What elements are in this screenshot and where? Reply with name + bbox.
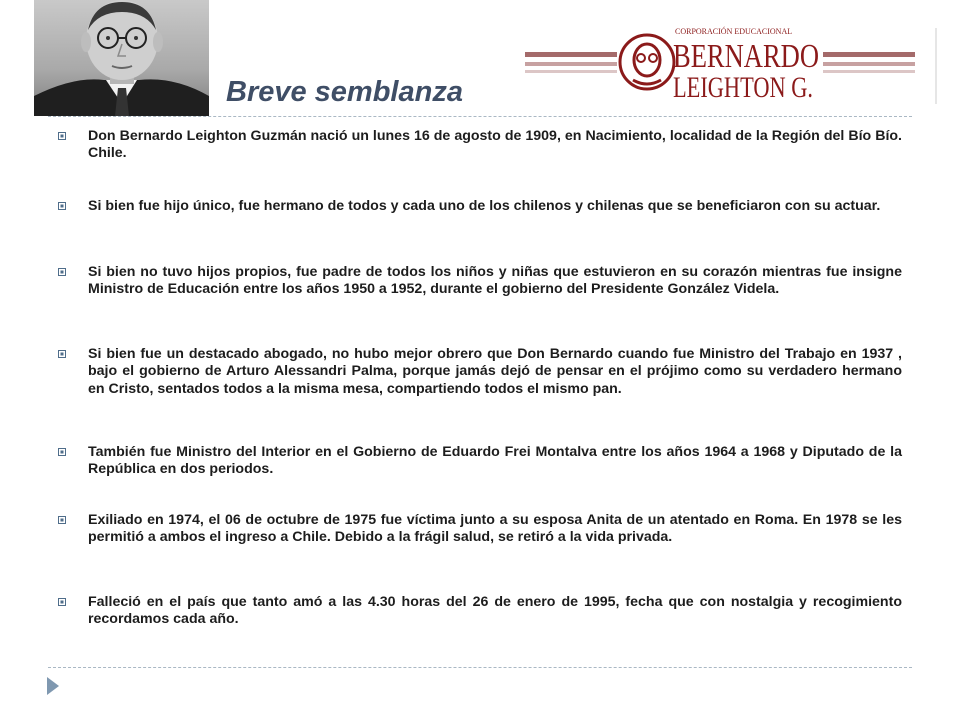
corporation-logo xyxy=(525,22,915,104)
bullet-text: Falleció en el país que tanto amó a las 4.30 horas del 26 de enero de 1995, fecha que con nostalgia y recogimiento recordamos cada año. xyxy=(88,594,902,628)
list-item xyxy=(58,444,902,479)
list-item xyxy=(58,128,902,163)
list-item xyxy=(58,512,902,547)
bullet-text: Don Bernardo Leighton Guzmán nació un lunes 16 de agosto de 1909, en Nacimiento, localidad de la Región del Bío Bío. Chile. xyxy=(88,128,902,162)
hollow-square-bullet-icon xyxy=(58,448,66,456)
triangle-right-icon[interactable] xyxy=(46,676,60,696)
hollow-square-bullet-icon xyxy=(58,598,66,606)
portrait-photo xyxy=(34,0,209,116)
bullet-text: Si bien no tuvo hijos propios, fue padre de todos los niños y niñas que estuvieron en su corazón mientras fue insigne Ministro de Educación entre los años 1950 a 1952, durante el gobierno del Presidente González Videla. xyxy=(88,264,902,298)
top-divider xyxy=(48,116,912,117)
page-title: Breve semblanza xyxy=(226,76,463,108)
bullet-text: Exiliado en 1974, el 06 de octubre de 1975 fue víctima junto a su esposa Anita de un atentado en Roma. En 1978 se les permitió a ambos el ingreso a Chile. Debido a la frágil salud, se retiró a la vida privada. xyxy=(88,512,902,546)
logo-edge-divider xyxy=(935,28,937,104)
hollow-square-bullet-icon xyxy=(58,132,66,140)
hollow-square-bullet-icon xyxy=(58,350,66,358)
logo-line-3: LEIGHTON G. xyxy=(673,71,813,104)
list-item xyxy=(58,264,902,299)
list-item xyxy=(58,594,902,629)
bullet-text: Si bien fue un destacado abogado, no hubo mejor obrero que Don Bernardo cuando fue Ministro del Trabajo en 1937 , bajo el gobierno de Arturo Alessandri Palma, porque jamás dejó de pensar en el prójimo como su verdadero hermano en Cristo, sentados todos a la misma mesa, compartiendo todos el mismo pan. xyxy=(88,346,902,397)
hollow-square-bullet-icon xyxy=(58,202,66,210)
bullet-text: También fue Ministro del Interior en el Gobierno de Eduardo Frei Montalva entre los años 1964 a 1968 y Diputado de la República en dos periodos. xyxy=(88,444,902,478)
list-item xyxy=(58,346,902,398)
bottom-divider xyxy=(48,667,912,668)
logo-line-2: BERNARDO xyxy=(673,38,819,75)
list-item xyxy=(58,198,902,215)
hollow-square-bullet-icon xyxy=(58,516,66,524)
bullet-text: Si bien fue hijo único, fue hermano de todos y cada uno de los chilenos y chilenas que se beneficiaron con su actuar. xyxy=(88,198,881,214)
hollow-square-bullet-icon xyxy=(58,268,66,276)
logo-line-1: CORPORACIÓN EDUCACIONAL xyxy=(675,27,793,36)
